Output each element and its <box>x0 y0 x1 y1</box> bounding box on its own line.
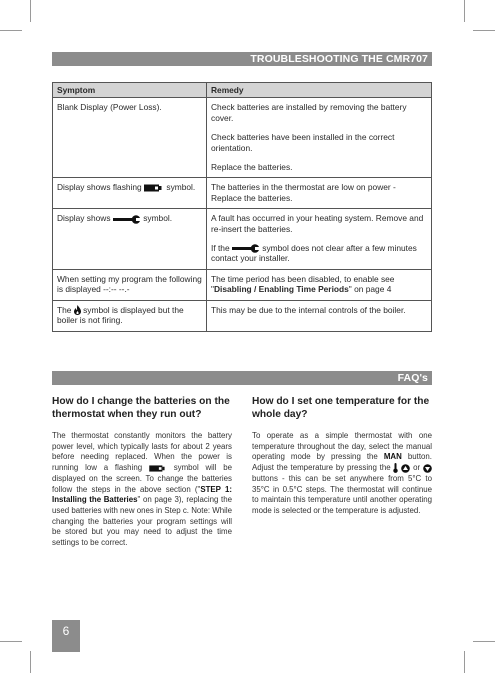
battery-low-icon <box>149 465 167 472</box>
symptom-text: Display shows <box>57 213 111 224</box>
symptom-cell <box>53 300 207 331</box>
remedy-link-text: Disabling / Enabling Time Periods <box>213 284 349 295</box>
column-header-symptom: Symptom <box>53 83 207 98</box>
crop-mark <box>464 651 465 673</box>
section-header-faq: FAQ's <box>52 371 432 385</box>
remedy-text-part: " on page 4 <box>348 284 392 295</box>
crop-mark <box>30 0 31 22</box>
remedy-text: Replace the batteries. <box>211 162 293 173</box>
crop-mark <box>0 641 22 642</box>
symptom-text: symbol is displayed but the boiler is not firing. <box>57 304 184 326</box>
symptom-text: symbol. <box>143 213 173 224</box>
symptom-cell <box>53 178 207 209</box>
remedy-cell <box>207 209 432 270</box>
faq-answer-text: " on page 3), replacing the used batteries with new ones in Step c. Note: While changing the batteries your program settings will be stored but you may need to adjust the time settings to be correct. <box>52 495 233 548</box>
faq-answer-text: The thermostat constantly monitors the battery power level, which typically lasts for about 2 years before needing replaced. When the power is running low a flashing <box>52 431 232 473</box>
symptom-cell: When setting my program the following is displayed --:-- --.- <box>53 269 207 300</box>
page-number: 6 <box>52 620 80 652</box>
faq-question-batteries <box>52 396 232 549</box>
crop-mark <box>473 641 495 642</box>
remedy-cell: The batteries in the thermostat are low on power - Replace the batteries. <box>207 178 432 209</box>
symptom-text: symbol. <box>166 182 196 193</box>
remedy-text: Check batteries are installed by removing the battery cover. <box>211 102 407 123</box>
faq-question-temperature <box>252 396 432 517</box>
troubleshooting-table <box>52 82 432 332</box>
faq-question-title: How do I change the batteries on the thermostat when they run out? <box>52 396 230 420</box>
symptom-text: The <box>57 304 72 315</box>
remedy-cell <box>207 269 432 300</box>
wrench-icon <box>232 244 260 253</box>
table-row <box>53 269 432 300</box>
remedy-text-part: symbol does not clear after a few minutes contact your installer. <box>211 243 417 264</box>
crop-mark <box>464 0 465 22</box>
symptom-cell: Blank Display (Power Loss). <box>53 98 207 178</box>
up-arrow-button-icon <box>401 464 410 473</box>
thermometer-icon <box>393 463 398 473</box>
symptom-cell <box>53 209 207 270</box>
faq-answer-text: button. Adjust the temperature by pressing the <box>252 452 432 473</box>
remedy-text-part: The time period has been disabled, to enable see " <box>211 273 395 295</box>
table-row <box>53 98 432 178</box>
faq-answer-text: symbol will be displayed on the screen. To change the batteries follow the steps in the above section (" <box>52 463 232 494</box>
symptom-text: Display shows flashing <box>57 182 142 193</box>
wrench-icon <box>113 215 141 224</box>
faq-answer-text: To operate as a simple thermostat with one temperature throughout the day, select the manual operating mode by pressing the <box>252 431 432 462</box>
remedy-cell: This may be due to the internal controls of the boiler. <box>207 300 432 331</box>
faq-question-title: How do I set one temperature for the whole day? <box>252 396 430 420</box>
flame-icon <box>74 305 81 315</box>
battery-low-icon <box>144 184 164 192</box>
faq-answer <box>252 431 432 517</box>
crop-mark <box>473 30 495 31</box>
table-row <box>53 178 432 209</box>
table-row <box>53 300 432 331</box>
remedy-text <box>211 243 427 264</box>
down-arrow-button-icon <box>423 464 432 473</box>
remedy-text-part: If the <box>211 243 230 254</box>
section-header-troubleshooting: TROUBLESHOOTING THE CMR707 <box>52 52 432 66</box>
column-header-remedy: Remedy <box>207 83 432 98</box>
faq-answer <box>52 431 232 549</box>
faq-answer-text: or <box>413 463 421 473</box>
table-row <box>53 209 432 270</box>
faq-answer-button-name: MAN <box>383 452 402 462</box>
remedy-cell <box>207 98 432 178</box>
crop-mark <box>30 651 31 673</box>
faq-answer-link-text: STEP 1: Installing the Batteries <box>52 484 232 505</box>
remedy-text: Check batteries have been installed in the correct orientation. <box>211 132 395 153</box>
faq-answer-text: buttons - this can be set anywhere from 5°C to 35°C in 0.5°C steps. The thermostat will continue to maintain this temperature until another operating mode is selected or the temperature is adjusted. <box>252 473 432 516</box>
crop-mark <box>0 30 22 31</box>
remedy-text: A fault has occurred in your heating system. Remove and re-insert the batteries. <box>211 213 424 234</box>
table-header-row <box>53 83 432 98</box>
